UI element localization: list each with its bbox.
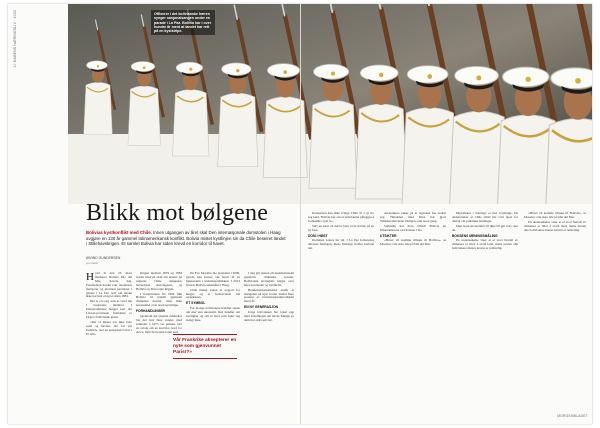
page-folio-right: MORGENBLADET <box>557 414 588 418</box>
byline-role: journalist <box>86 261 99 265</box>
column-paragraph: Domstolen kan ikke tvinge Chile til å gi fra seg land. Bolivia ber om at nabolandet pålegges å forhandle i god tro. <box>308 212 374 223</box>
column-paragraph: Handelsdepartementet anslår at mangelen på kyst koster landet flere prosent av bruttonasjonalproduktet hvert år. <box>244 287 294 304</box>
column-paragraph: Samtidig har Peru tilbudt Bolivia en frihandelssone ved havnen i Ilo. <box>380 223 446 232</box>
column-paragraph: Da Evo Morales ble president i 2006, gjorde han kravet om havet til en hjørnestein i utenrikspolitikken. I 2013 leverte Bolivia søksmålet i Haag. <box>186 272 240 287</box>
column-paragraph: Diplomater i Santiago er mer forsiktige. De understreker at Chile alltid har vært åpen for dialog om praktiske løsninger. <box>452 212 518 223</box>
column-subheading: BOKSENS MENINGSMÅLING <box>452 233 498 238</box>
column-subheading: FORHANDLINGER <box>136 309 165 314</box>
column-paragraph: I fredsavtalen fra 1904 fikk Bolivia fri transitt gjennom chilenske havner, men ikke suverenitet over noen kyststripe. <box>136 291 182 308</box>
page-gutter <box>300 4 301 424</box>
article-column-5 <box>308 212 374 418</box>
article-column-1 <box>86 272 132 418</box>
column-paragraph: Gjennom det tjuende århundret ble det ført flere runder med samtaler. I 1975 var partene nær en avtale om en korridor nord for Arica, men Peru satte foten ned. <box>136 314 182 334</box>
lede-text: Innen utgangen av året skal Den internasjonale domstolen i Haag avgjøre en 130 år gammel latinamerikansk konflikt. Bolivia mistet kystlinjen sin da Chile beseiret landet i Stillehavskrigen. Et samlet Bolivia har siden krevd en korridor til havet. <box>86 230 286 247</box>
article-column-7 <box>452 212 518 418</box>
column-subheading: DOM I HØST <box>308 233 328 238</box>
column-subheading: UTSIKTER <box>380 233 397 238</box>
parade-photo <box>68 4 592 204</box>
article-column-8 <box>524 212 586 418</box>
article-column-3 <box>186 272 240 332</box>
article-column-4 <box>244 272 294 418</box>
column-paragraph: Krigen mellom 1879 og 1884 startet med en strid om skatter på salpeter. Chile okkuperte havnebyen Antofagasta, og Bolivia og Peru tapte krigen. <box>136 272 182 291</box>
column-paragraph: En undersøkelse viser at et stort flertall av chilenere er imot å avstå land, mens nesten alle bolivianere mener kravet er rettferdig. <box>452 238 518 251</box>
drop-cap: H <box>86 272 94 283</box>
column-paragraph: Analytikere peker på at regionen har endret seg. Handelen med Kina har gjort Stillehavshavnene viktigere enn noen gang. <box>380 212 446 223</box>
lede-kicker: Bolivias kystkonflikt med Chile. <box>86 230 152 235</box>
column-paragraph: Men noen suverenitet vil ikke bli gitt bort, sier de. <box>452 223 518 232</box>
column-paragraph: Selv en seier vil derfor bare være starten på en ny fase. <box>308 223 374 232</box>
column-subheading: ET SYMBOL <box>186 301 206 306</box>
column-paragraph: vert år den 23. mars markerer Bolivia Día del Mar, havets dag. Presidenten holder tale, skolebarn marsjerer og marinen paraderer i gatene i La Paz, selv om landet ikke har hatt en kyst siden 1884. <box>86 272 132 299</box>
lede <box>86 230 286 247</box>
column-paragraph: Unge bolivianere har vokst opp med fortellingen om havet. Mange av dem har aldri sett det. <box>244 310 294 322</box>
column-paragraph: I dag går nesten all utenrikshandel gjennom chilenske havner. Boliviansk næringsliv klager over høye kostnader og byråkrati. <box>244 272 294 287</box>
column-paragraph: Det er en sorg som er vevd inn i nasjonens identitet. I klasserommene henger kart der Litoral-provinsen fremdeles er farget i boliviansk grønt. <box>86 299 132 319</box>
headline: Blikk mot bølgene <box>86 200 269 226</box>
byline-name: ØIVIND GUNDERSEN <box>86 256 121 260</box>
column-paragraph: «Havet vil komme tilbake til Bolivia», sa Morales i sin siste tale på Día del Mar. <box>524 212 586 219</box>
column-subheading: EN NY GENERASJON <box>244 305 279 310</box>
column-paragraph: «Havet vil komme tilbake til Bolivia», sa Morales i sin siste tale på Día del Mar. <box>380 238 446 247</box>
pull-quote: Vår Frankrike aksepterer en nyte som gjenvunnet Paris!?» <box>173 334 237 359</box>
byline <box>86 256 120 265</box>
column-paragraph: For mange bolivianere handler saken om mer enn økonomi. Den handler om verdighet og om et land som føler seg stengt inne. <box>186 306 240 322</box>
column-paragraph: «Det vi mistet var ikke bare sand og havner, det var vår fremtid», sier en pensjonert lærer i El Alto. <box>86 319 132 336</box>
column-paragraph: Dommen ventes før jul. I La Paz forberedes allerede feiringen, mens Santiago holder kortene tett. <box>308 238 374 251</box>
column-paragraph: En undersøkelse viser at et stort flertall av chilenere er imot å avstå land, mens nesten alle bolivianere mener kravet er rettferdig. <box>524 219 586 232</box>
photo-caption: Offiserer i det bolivianske hæren synger nasjonalsangen under en parade i La Paz. Bolivia har i over hundre år ment at landet har rett på en kyststripe. <box>151 10 215 35</box>
newspaper-spread <box>8 4 592 424</box>
page-folio-left: 10 DAGENS NÆRINGSLIV · 2023 <box>13 10 17 68</box>
article-column-6 <box>380 212 446 418</box>
column-paragraph: Chile mener saken er avgjort for lengst, og at fredsavtalen må respekteres. <box>186 287 240 300</box>
